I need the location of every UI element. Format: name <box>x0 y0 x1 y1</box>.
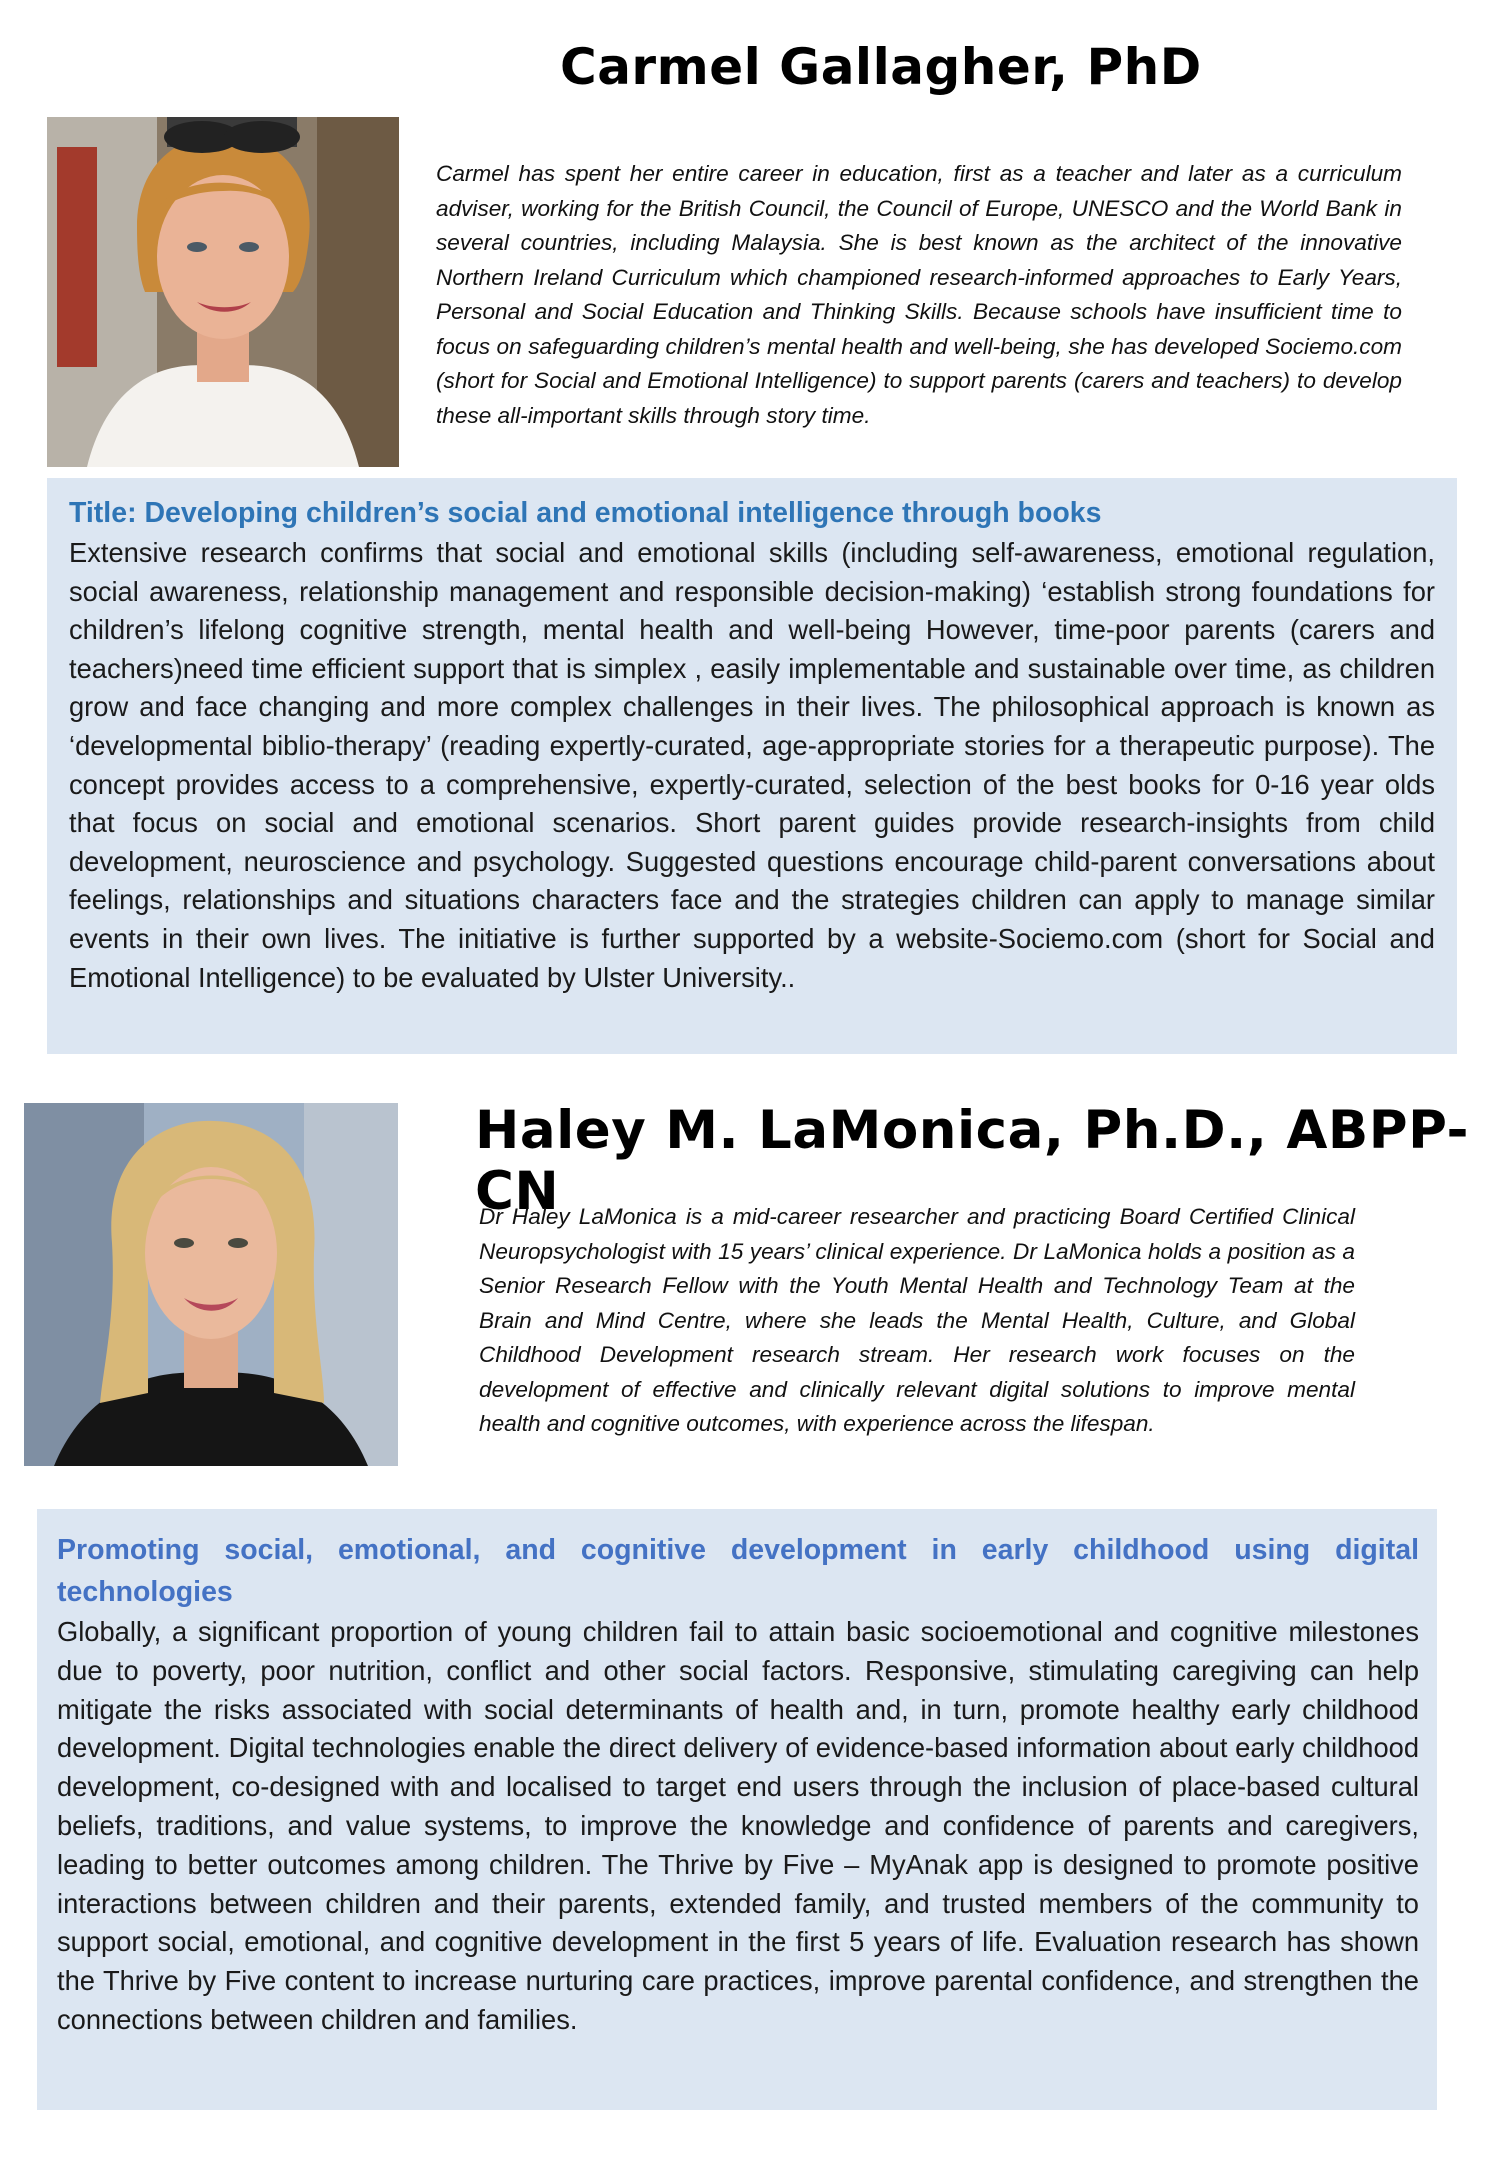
abstract-text: Globally, a significant proportion of young children fail to attain basic socioemotional and cognitive milestones due to poverty, poor nutrition, conflict and other social factors. Responsive, stimulating caregiving can help mitigate the risks associated with social determinants of health and, in turn, promote healthy early childhood development. Digital technologies enable the direct delivery of evidence-based information about early childhood development, co-designed with and localised to target end users through the inclusion of place-based cultural beliefs, traditions, and value systems, to improve the knowledge and confidence of parents and caregivers, leading to better outcomes among children. The Thrive by Five – MyAnak app is designed to promote positive interactions between children and their parents, extended family, and trusted members of the community to support social, emotional, and cognitive development in the first 5 years of life. Evaluation research has shown the Thrive by Five content to increase nurturing care practices, improve parental confidence, and strengthen the connections between children and families. <box>57 1616 1419 2035</box>
speaker-photo <box>47 117 399 467</box>
speaker-name: Haley M. LaMonica, Ph.D., ABPP-CN <box>475 1100 1470 1222</box>
portrait-image <box>47 117 399 467</box>
speaker-photo <box>24 1103 398 1466</box>
talk-title: Promoting social, emotional, and cognitive development in early childhood using digital technologies <box>57 1534 1419 1608</box>
speaker-bio: Dr Haley LaMonica is a mid-career researcher and practicing Board Certified Clinical Neuropsychologist with 15 years’ clinical experience. Dr LaMonica holds a position as a Senior Research Fellow with the Youth Mental Health and Technology Team at the Brain and Mind Centre, where she leads the Mental Health, Culture, and Global Childhood Development research stream. Her research work focuses on the development of effective and clinically relevant digital solutions to improve mental health and cognitive outcomes, with experience across the lifespan. <box>479 1204 1355 1436</box>
abstract-text: Extensive research confirms that social and emotional skills (including self-awareness, emotional regulation, social awareness, relationship management and responsible decision-making) ‘establish strong foundations for children’s lifelong cognitive strength, mental health and well-being However, time-poor parents (carers and teachers)need time efficient support that is simplex , easily implementable and sustainable over time, as children grow and face changing and more complex challenges in their lives. The philosophical approach is known as ‘developmental biblio-therapy’ (reading expertly-curated, age-appropriate stories for a therapeutic purpose). The concept provides access to a comprehensive, expertly-curated, selection of the best books for 0-16 year olds that focus on social and emotional scenarios. Short parent guides provide research-insights from child development, neuroscience and psychology. Suggested questions encourage child-parent conversations about feelings, relationships and situations characters face and the strategies children can apply to manage similar events in their own lives. The initiative is further supported by a website-Sociemo.com (short for Social and Emotional Intelligence) to be evaluated by Ulster University.. <box>69 537 1435 993</box>
portrait-image <box>24 1103 398 1466</box>
speaker-bio: Carmel has spent her entire career in education, first as a teacher and later as a curriculum adviser, working for the British Council, the Council of Europe, UNESCO and the World Bank in several countries, including Malaysia. She is best known as the architect of the innovative Northern Ireland Curriculum which championed research-informed approaches to Early Years, Personal and Social Education and Thinking Skills. Because schools have insufficient time to focus on safeguarding children’s mental health and well-being, she has developed Sociemo.com (short for Social and Emotional Intelligence) to support parents (carers and teachers) to develop these all-important skills through story time. <box>436 161 1402 428</box>
talk-title: Title: Developing children’s social and emotional intelligence through books <box>69 497 1102 529</box>
speaker-name: Carmel Gallagher, PhD <box>560 38 1202 96</box>
abstract-box <box>37 1509 1437 2110</box>
abstract-box <box>47 478 1457 1054</box>
